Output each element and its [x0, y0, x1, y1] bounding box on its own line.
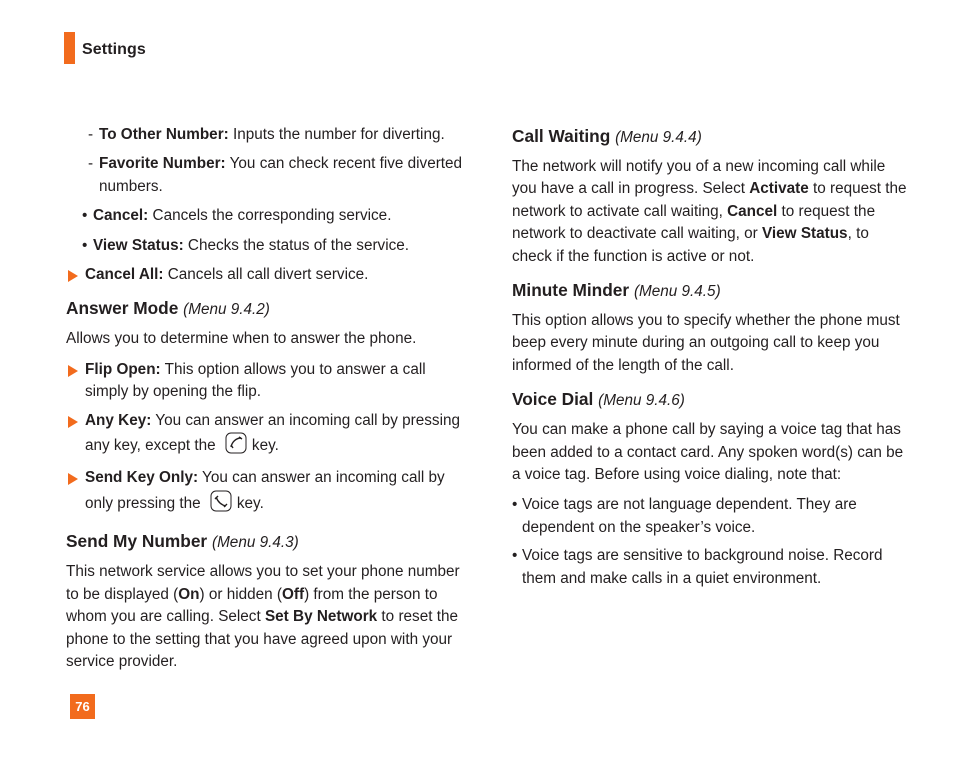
- term-label: Cancel:: [93, 207, 149, 225]
- page-number-badge: 76: [70, 694, 95, 719]
- arrow-item-cancel-all: [66, 264, 466, 286]
- description: You can check recent five diverted numbers.: [99, 155, 463, 195]
- heading-title: Call Waiting: [512, 126, 611, 146]
- menu-reference: (Menu 9.4.2): [183, 301, 270, 319]
- arrow-bullet-icon: [68, 365, 78, 377]
- heading-title: Send My Number: [66, 531, 208, 552]
- arrow-bullet-icon: [68, 416, 78, 428]
- term-label: To Other Number:: [99, 126, 229, 143]
- minute-minder-paragraph: This option allows you to specify whether the phone must beep every minute during an outgoing call to keep you informed of the length of the call.: [512, 312, 900, 374]
- heading-title: Voice Dial: [512, 389, 594, 410]
- sub-item-favorite-number: [66, 153, 466, 198]
- bullet-dot: •: [82, 207, 88, 225]
- voice-dial-bullet: [512, 545, 912, 590]
- arrow-item-flip-open: [66, 359, 466, 404]
- section-heading-call-waiting: [512, 124, 912, 150]
- right-column: [512, 124, 912, 596]
- heading-title: Answer Mode: [66, 298, 179, 319]
- arrow-item-send-key-only: [66, 467, 466, 519]
- term-label: Favorite Number:: [99, 155, 226, 173]
- option-cancel: Cancel: [727, 202, 778, 220]
- option-view-status: View Status: [761, 225, 848, 243]
- bullet-dot: •: [82, 236, 88, 254]
- option-off: Off: [281, 585, 305, 603]
- term-label: Cancel All:: [85, 266, 164, 284]
- send-key-icon: [210, 490, 232, 519]
- heading-title: Minute Minder: [512, 280, 630, 301]
- section-heading-voice-dial: [512, 387, 912, 413]
- bullet-cancel: [66, 205, 466, 227]
- section-heading-answer-mode: [66, 296, 466, 322]
- description: This option allows you to answer a call simply by opening the flip.: [85, 360, 426, 401]
- bullet-view-status: [66, 235, 466, 257]
- option-set-by-network: Set By Network: [264, 608, 378, 626]
- call-waiting-paragraph: The network will notify you of a new incoming call while you have a call in progress. Select Activate to request the network to activate call waiting, Cancel to request the network to deactivate call waiting, or View Status, to check if the function is active or not.: [512, 158, 907, 265]
- page-header-title: Settings: [82, 41, 146, 58]
- description: Inputs the number for diverting.: [228, 126, 445, 143]
- arrow-bullet-icon: [68, 270, 78, 282]
- send-my-number-paragraph: This network service allows you to set your phone number to be displayed (On) or hidden (Off) from the person to whom you are calling. Select Set By Network to reset the phone to the setting that you have agreed upon with your service provider.: [66, 563, 460, 670]
- left-column: [66, 124, 466, 681]
- description: Cancels all call divert service.: [163, 266, 369, 284]
- dash-marker: -: [88, 155, 94, 173]
- description: key.: [251, 437, 279, 455]
- bullet-dot: •: [512, 496, 518, 514]
- voice-dial-intro: You can make a phone call by saying a voice tag that has been added to a contact card. Any spoken word(s) can be a voice tag. Before using voice dialing, note that:: [512, 421, 904, 484]
- menu-reference: (Menu 9.4.5): [633, 283, 721, 301]
- sub-item-to-other-number: [66, 124, 466, 146]
- dash-marker: -: [88, 126, 94, 143]
- description: Checks the status of the service.: [183, 236, 409, 254]
- description: You can answer an incoming call by pressing any key, except the: [85, 411, 460, 455]
- arrow-item-any-key: [66, 410, 466, 462]
- menu-reference: (Menu 9.4.3): [211, 534, 299, 552]
- term-label: Any Key:: [85, 411, 152, 429]
- menu-reference: (Menu 9.4.4): [615, 129, 702, 146]
- section-heading-minute-minder: [512, 278, 912, 304]
- header-accent-bar: [64, 32, 75, 64]
- option-activate: Activate: [749, 180, 809, 198]
- description: key.: [236, 494, 264, 512]
- option-on: On: [178, 585, 200, 603]
- bullet-dot: •: [512, 547, 518, 565]
- voice-dial-bullet: [512, 494, 912, 539]
- section-heading-send-my-number: [66, 529, 466, 555]
- menu-reference: (Menu 9.4.6): [598, 392, 685, 410]
- bullet-text: Voice tags are not language dependent. They are dependent on the speaker’s voice.: [522, 496, 857, 536]
- term-label: Send Key Only:: [85, 469, 199, 487]
- bullet-text: Voice tags are sensitive to background noise. Record them and make calls in a quiet environment.: [522, 547, 883, 587]
- answer-mode-intro: Allows you to determine when to answer the phone.: [66, 330, 417, 348]
- arrow-bullet-icon: [68, 473, 78, 485]
- term-label: Flip Open:: [85, 360, 161, 378]
- description: Cancels the corresponding service.: [148, 207, 392, 225]
- term-label: View Status:: [93, 236, 184, 254]
- description: You can answer an incoming call by only pressing the: [85, 469, 445, 512]
- end-key-icon: [225, 432, 247, 461]
